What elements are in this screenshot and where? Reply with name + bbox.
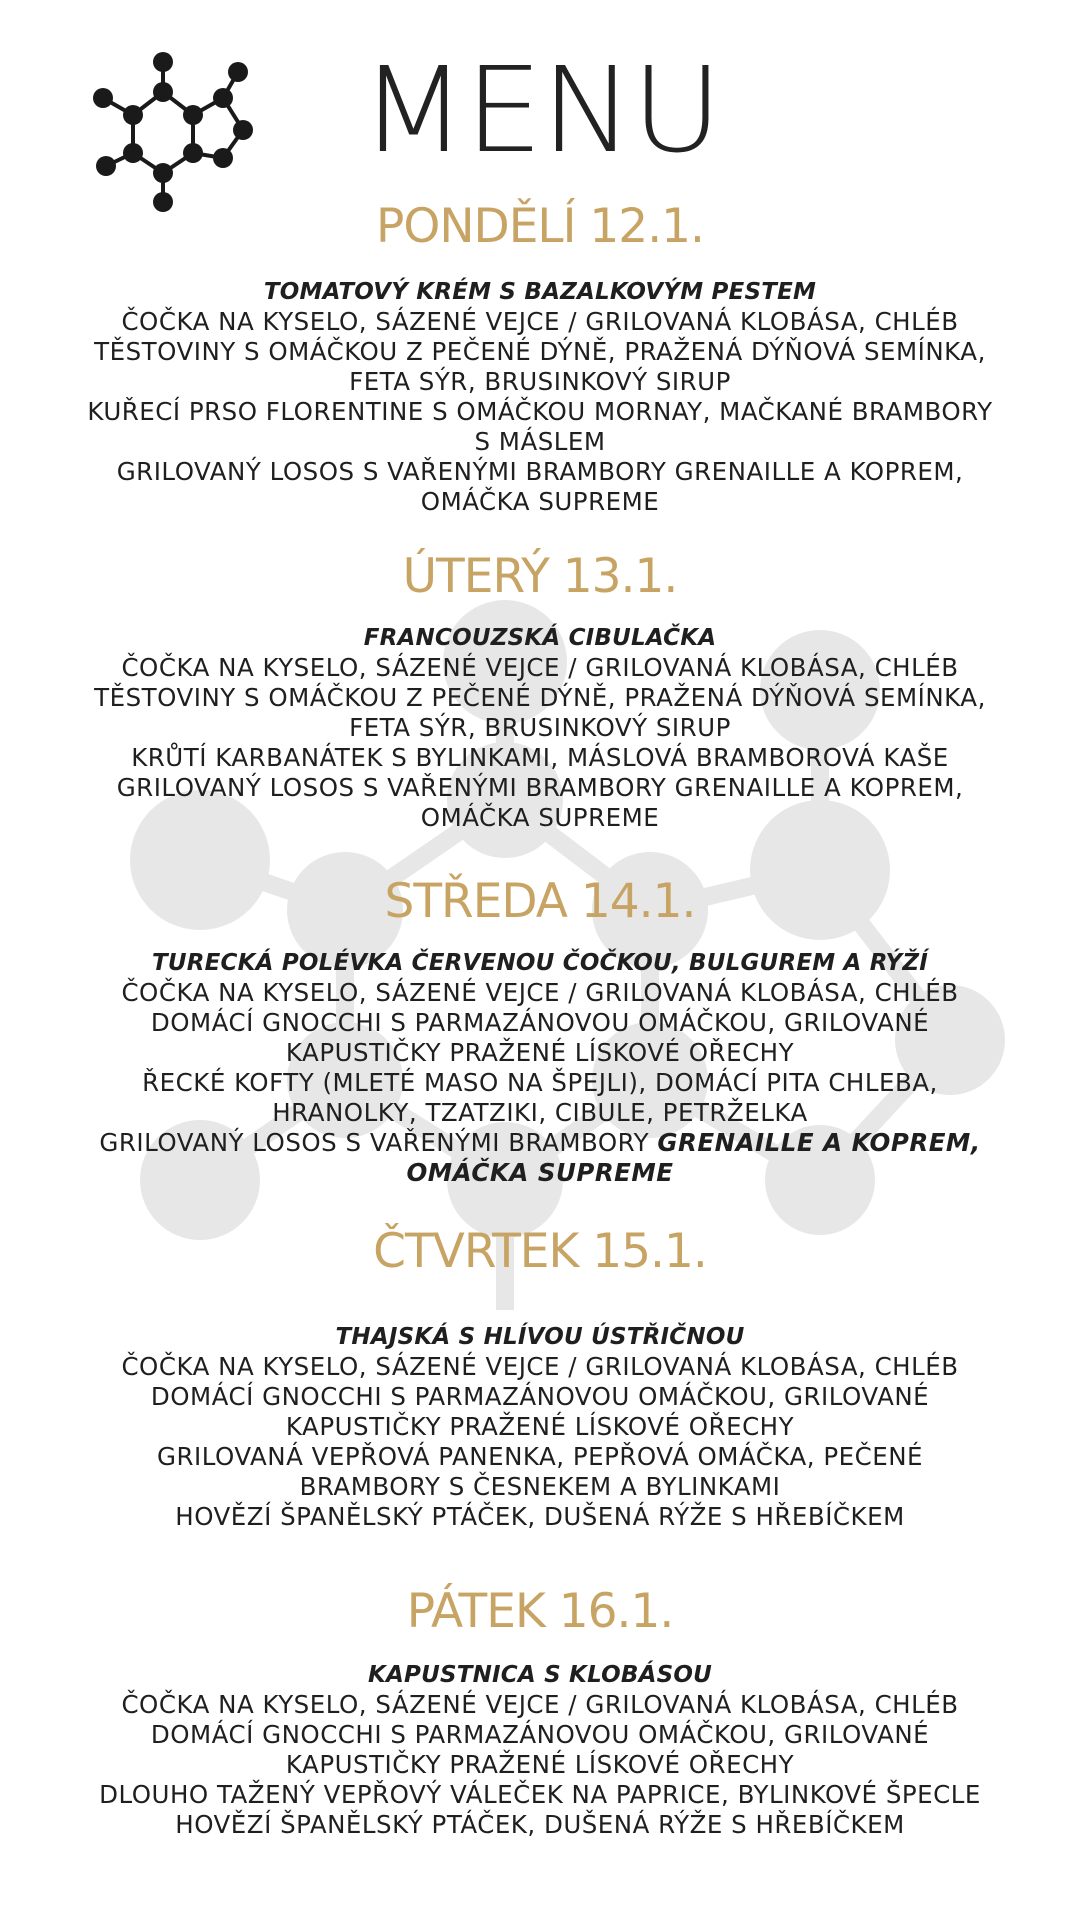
list-item: DOMÁCÍ GNOCCHI S PARMAZÁNOVOU OMÁČKOU, GRILOVANÉ KAPUSTIČKY PRAŽENÉ LÍSKOVÉ OŘECHY <box>150 1382 930 1441</box>
list-item: TĚSTOVINY S OMÁČKOU Z PEČENÉ DÝNĚ, PRAŽENÁ DÝŇOVÁ SEMÍNKA, FETA SÝR, BRUSINKOVÝ SIRUP <box>94 683 986 742</box>
day-title: PONDĚLÍ 12.1. <box>376 199 704 254</box>
day-title: ÚTERÝ 13.1. <box>402 549 678 604</box>
day-monday <box>0 195 1080 517</box>
soup-item: TOMATOVÝ KRÉM S BAZALKOVÝM PESTEM <box>263 279 817 305</box>
list-item: KUŘECÍ PRSO FLORENTINE S OMÁČKOU MORNAY, MAČKANÉ BRAMBORY S MÁSLEM <box>87 397 993 456</box>
day-title: STŘEDA 14.1. <box>384 874 696 929</box>
list-item: HOVĚZÍ ŠPANĚLSKÝ PTÁČEK, DUŠENÁ RÝŽE S HŘEBÍČKEM <box>175 1502 905 1531</box>
list-item: KRŮTÍ KARBANÁTEK S BYLINKAMI, MÁSLOVÁ BRAMBOROVÁ KAŠE <box>131 743 949 772</box>
list-item: ČOČKA NA KYSELO, SÁZENÉ VEJCE / GRILOVANÁ KLOBÁSA, CHLÉB <box>121 1352 959 1381</box>
list-item: GRILOVANÁ VEPŘOVÁ PANENKA, PEPŘOVÁ OMÁČKA, PEČENÉ BRAMBORY S ČESNEKEM A BYLINKAMI <box>156 1442 924 1501</box>
soup-item: TURECKÁ POLÉVKA ČERVENOU ČOČKOU, BULGUREM A RÝŽÍ <box>151 950 929 976</box>
soup-item: KAPUSTNICA S KLOBÁSOU <box>367 1662 712 1688</box>
day-title: PÁTEK 16.1. <box>406 1584 674 1639</box>
list-item: GRILOVANÝ LOSOS S VAŘENÝMI BRAMBORY GRENAILLE A KOPREM, OMÁČKA SUPREME <box>116 457 964 516</box>
day-tuesday <box>0 545 1080 833</box>
day-wednesday <box>0 870 1080 1188</box>
day-friday <box>0 1580 1080 1840</box>
dish-list <box>0 277 1080 517</box>
dish-list <box>0 623 1080 833</box>
list-item: GRILOVANÝ LOSOS S VAŘENÝMI BRAMBORY GRENAILLE A KOPREM, OMÁČKA SUPREME <box>99 1128 981 1187</box>
list-item: ČOČKA NA KYSELO, SÁZENÉ VEJCE / GRILOVANÁ KLOBÁSA, CHLÉB <box>121 1690 959 1719</box>
soup-item: THAJSKÁ S HLÍVOU ÚSTŘIČNOU <box>335 1324 745 1350</box>
soup-item: FRANCOUZSKÁ CIBULAČKA <box>363 625 717 651</box>
list-item: HOVĚZÍ ŠPANĚLSKÝ PTÁČEK, DUŠENÁ RÝŽE S HŘEBÍČKEM <box>175 1810 905 1839</box>
list-item: ČOČKA NA KYSELO, SÁZENÉ VEJCE / GRILOVANÁ KLOBÁSA, CHLÉB <box>121 978 959 1007</box>
list-item: GRILOVANÝ LOSOS S VAŘENÝMI BRAMBORY GRENAILLE A KOPREM, OMÁČKA SUPREME <box>116 773 964 832</box>
dish-list <box>0 1660 1080 1840</box>
day-thursday <box>0 1220 1080 1532</box>
dish-list <box>0 948 1080 1188</box>
list-item: ŘECKÉ KOFTY (MLETÉ MASO NA ŠPEJLI), DOMÁCÍ PITA CHLEBA, HRANOLKY, TZATZIKI, CIBULE, PETRŽELKA <box>142 1068 938 1127</box>
list-item: DOMÁCÍ GNOCCHI S PARMAZÁNOVOU OMÁČKOU, GRILOVANÉ KAPUSTIČKY PRAŽENÉ LÍSKOVÉ OŘECHY <box>150 1720 930 1779</box>
dish-list <box>0 1322 1080 1532</box>
list-item: TĚSTOVINY S OMÁČKOU Z PEČENÉ DÝNĚ, PRAŽENÁ DÝŇOVÁ SEMÍNKA, FETA SÝR, BRUSINKOVÝ SIRUP <box>94 337 986 396</box>
list-item: DLOUHO TAŽENÝ VEPŘOVÝ VÁLEČEK NA PAPRICE, BYLINKOVÉ ŠPECLE <box>99 1780 981 1809</box>
list-item: ČOČKA NA KYSELO, SÁZENÉ VEJCE / GRILOVANÁ KLOBÁSA, CHLÉB <box>121 307 959 336</box>
page-title: MENU <box>360 41 721 179</box>
list-item: ČOČKA NA KYSELO, SÁZENÉ VEJCE / GRILOVANÁ KLOBÁSA, CHLÉB <box>121 653 959 682</box>
list-item: DOMÁCÍ GNOCCHI S PARMAZÁNOVOU OMÁČKOU, GRILOVANÉ KAPUSTIČKY PRAŽENÉ LÍSKOVÉ OŘECHY <box>150 1008 930 1067</box>
day-title: ČTVRTEK 15.1. <box>373 1224 707 1279</box>
